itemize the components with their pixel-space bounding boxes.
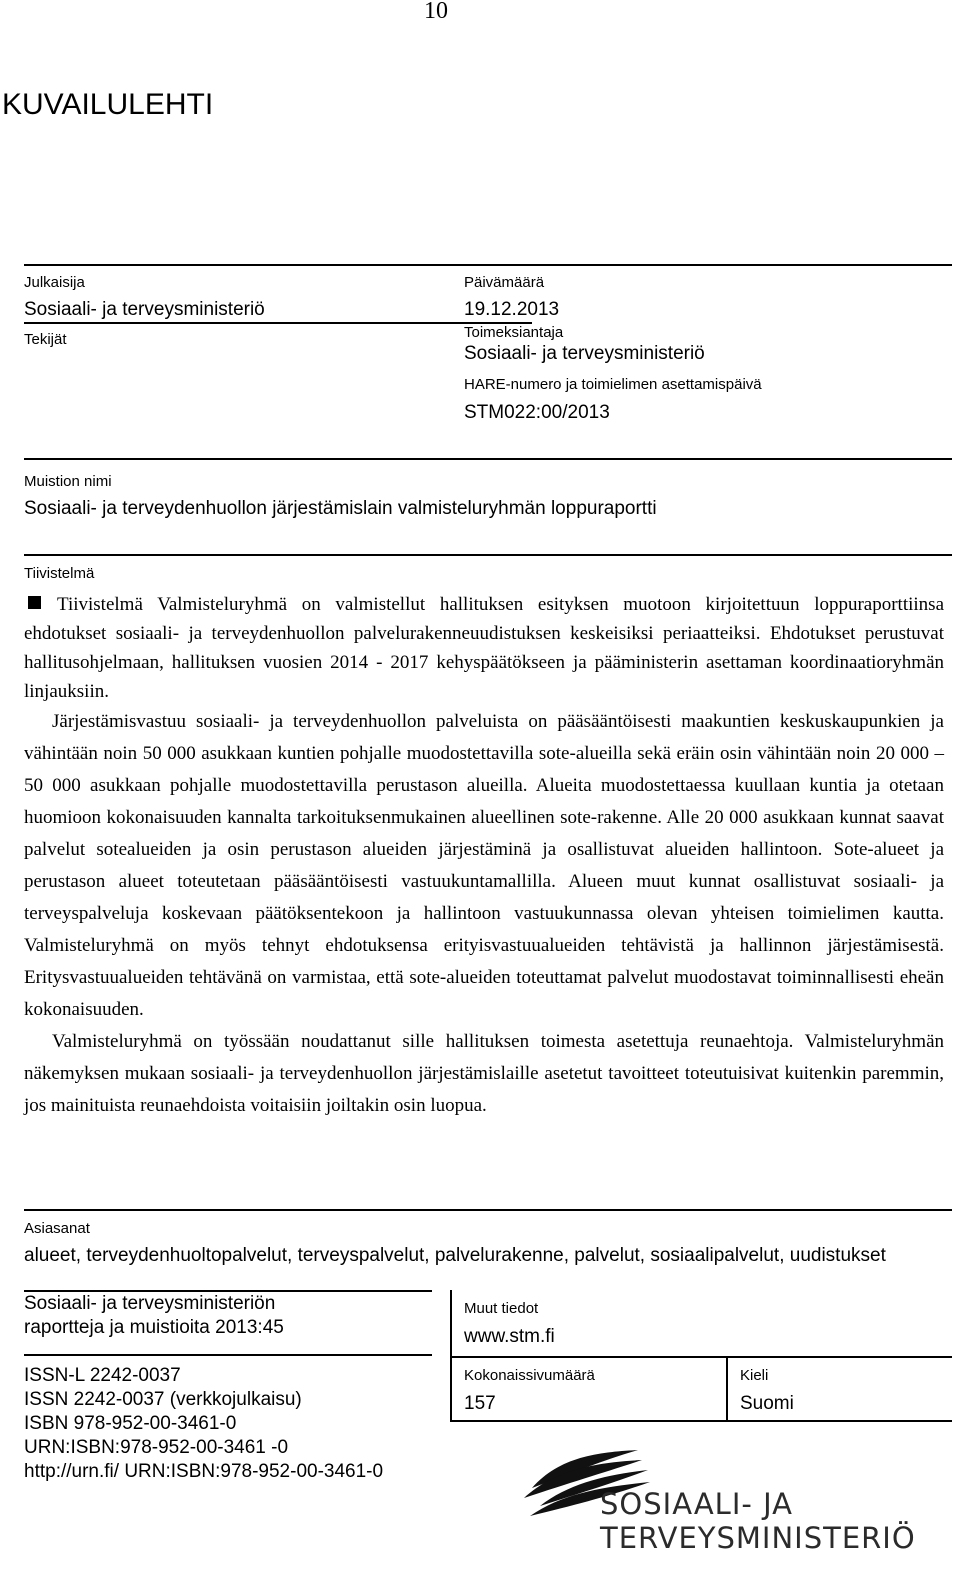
- series-line-2: raportteja ja muistioita 2013:45: [24, 1317, 284, 1338]
- language-value: Suomi: [740, 1393, 794, 1414]
- divider-publisher: [24, 322, 532, 324]
- publisher-label: Julkaisija: [24, 274, 85, 291]
- summary-body: [24, 590, 944, 1122]
- logo-line-2: TERVEYSMINISTERIÖ: [600, 1521, 916, 1555]
- logo-line-1: SOSIAALI- JA: [600, 1487, 793, 1521]
- divider-bottom: [452, 1420, 952, 1422]
- memo-name-value: Sosiaali- ja terveydenhuollon järjestämislain valmisteluryhmän loppuraportti: [24, 498, 657, 519]
- authors-label: Tekijät: [24, 331, 67, 348]
- identifier-issn: ISSN 2242-0037 (verkkojulkaisu): [24, 1389, 302, 1410]
- keywords-value: alueet, terveydenhuoltopalvelut, terveyspalvelut, palvelurakenne, palvelut, sosiaalipalvelut, uudistukset: [24, 1245, 886, 1266]
- language-label: Kieli: [740, 1367, 769, 1384]
- identifier-issn-l: ISSN-L 2242-0037: [24, 1365, 181, 1386]
- other-info-label: Muut tiedot: [464, 1300, 539, 1317]
- keywords-label: Asiasanat: [24, 1220, 90, 1237]
- identifier-isbn: ISBN 978-952-00-3461-0: [24, 1413, 237, 1434]
- identifier-list: [24, 1364, 383, 1484]
- summary-paragraph-3: Valmisteluryhmä on työssään noudattanut sille hallituksen toimesta asetettuja reunaehtoja. Valmisteluryhmän näkemyksen mukaan sosiaali- ja terveydenhuollon järjestämislaille asetetut tavoitteet toteutuisivat kuitenkin paremmin, jos mainituista reunaehdoista voitaisiin joiltakin osin luopua.: [24, 1031, 944, 1116]
- divider-summary: [24, 554, 952, 556]
- identifier-url[interactable]: http://urn.fi/ URN:ISBN:978-952-00-3461-0: [24, 1461, 384, 1482]
- page-title: KUVAILULEHTI: [2, 88, 214, 121]
- commissioner-label: Toimeksiantaja: [464, 324, 564, 341]
- divider-vertical-language: [726, 1356, 728, 1422]
- publisher-value: Sosiaali- ja terveysministeriö: [24, 299, 265, 320]
- other-info-link[interactable]: www.stm.fi: [464, 1326, 555, 1347]
- summary-label: Tiivistelmä: [24, 565, 95, 582]
- series-line-1: Sosiaali- ja terveysministeriön: [24, 1293, 276, 1314]
- commissioner-value: Sosiaali- ja terveysministeriö: [464, 343, 705, 364]
- summary-paragraph-2: Järjestämisvastuu sosiaali- ja terveydenhuollon palveluista on pääsääntöisesti maakuntien keskuskaupunkien ja vähintään noin 50 000 asukkaan kuntien pohjalle muodostettavilla sote-alueilla sekä eräin osin vähintään noin 20 000 – 50 000 asukkaan pohjalle muodostettavilla perustason alueilla. Alueita muodostettaessa kuullaan kuntia ja otetaan huomioon kokonaisuuden kannalta tarkoituksenmukainen alueellinen sote-rakenne. Alle 20 000 asukkaan kunnat saavat palvelut sotealueiden ja osin perustason alueiden järjestäminä ja osallistuvat alueiden hallintoon. Sote-alueet ja perustason alueet toteutetaan pääsääntöisesti vastuukuntamallilla. Alueen muut kunnat osallistuvat sosiaali- ja terveyspalveluja koskevaan päätöksentekoon ja hallintoon vastuukunnassa olevan yhteisen toimielimen kautta. Valmisteluryhmä on myös tehnyt ehdotuksensa erityisvastuualueiden tehtävistä ja hallinnon järjestämisestä. Eritysvastuualueiden tehtävänä on varmistaa, että sote-alueiden toteuttamat palvelut muodostavat toiminnallisesti eheän kokonaisuuden.: [24, 711, 944, 1020]
- divider-top: [24, 264, 952, 266]
- pages-label: Kokonaissivumäärä: [464, 1367, 595, 1384]
- pages-value: 157: [464, 1393, 496, 1414]
- square-bullet-icon: [28, 596, 41, 609]
- identifier-urn: URN:ISBN:978-952-00-3461 -0: [24, 1437, 289, 1458]
- date-label: Päivämäärä: [464, 274, 545, 291]
- series-info: [24, 1292, 284, 1340]
- hare-value: STM022:00/2013: [464, 402, 610, 423]
- summary-paragraph-1: [24, 590, 944, 706]
- summary-paragraph-1-text: Tiivistelmä Valmisteluryhmä on valmistellut hallituksen esityksen muotoon kirjoitettuun loppuraporttiinsa ehdotukset sosiaali- ja terveydenhuollon palvelurakenneuudistuksen keskeisiksi periaatteiksi. Ehdotukset perustuvat hallitusohjelmaan, hallituksen vuosien 2014 - 2017 kehyspäätökseen ja pääministerin asettaman koordinaatioryhmän linjauksiin.: [24, 594, 944, 702]
- divider-pages: [452, 1356, 952, 1358]
- divider-isbn-left: [24, 1354, 432, 1356]
- hare-label: HARE-numero ja toimielimen asettamispäivä: [464, 376, 762, 393]
- page-number: 10: [424, 0, 448, 24]
- date-value: 19.12.2013: [464, 299, 560, 320]
- divider-memo: [24, 458, 952, 460]
- ministry-logo: [520, 1446, 916, 1556]
- memo-name-label: Muistion nimi: [24, 473, 112, 490]
- divider-keywords: [24, 1209, 952, 1211]
